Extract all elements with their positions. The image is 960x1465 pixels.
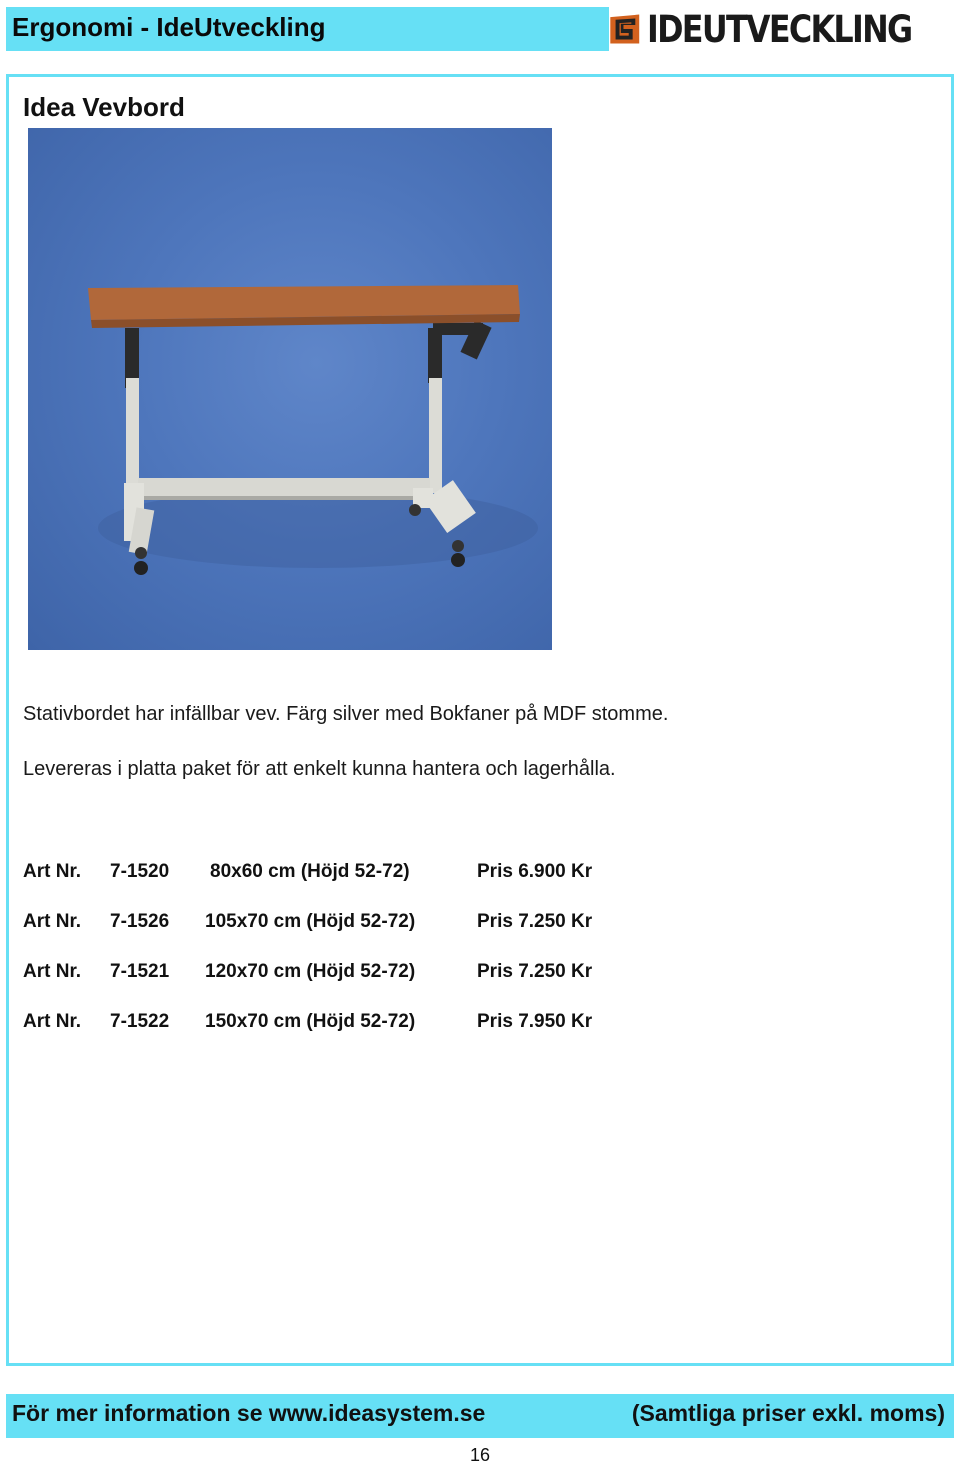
product-row	[23, 911, 643, 935]
art-nr-value: 7-1526	[110, 911, 170, 932]
size-value: 105x70 cm (Höjd 52-72)	[205, 911, 416, 932]
page-number: 16	[469, 1445, 491, 1465]
art-nr-label: Art Nr.	[23, 1011, 82, 1032]
price-value: Pris 6.900 Kr	[477, 861, 593, 882]
product-row	[23, 1011, 643, 1035]
product-photo	[28, 128, 552, 650]
page-title: Idea Vevbord	[23, 92, 185, 122]
description-line-2: Levereras i platta paket för att enkelt kunna hantera och lagerhålla.	[23, 758, 616, 780]
size-value: 150x70 cm (Höjd 52-72)	[205, 1011, 416, 1032]
art-nr-value: 7-1522	[110, 1011, 170, 1032]
price-value: Pris 7.250 Kr	[477, 961, 593, 982]
description-line-1: Stativbordet har infällbar vev. Färg silver med Bokfaner på MDF stomme.	[23, 703, 669, 725]
product-row	[23, 961, 643, 985]
product-row	[23, 861, 643, 885]
art-nr-value: 7-1520	[110, 861, 170, 882]
ideutveckling-logo-icon	[609, 5, 641, 53]
price-value: Pris 7.250 Kr	[477, 911, 593, 932]
logo-text: IDEUTVECKLING	[646, 7, 911, 51]
art-nr-label: Art Nr.	[23, 961, 82, 982]
size-value: 80x60 cm (Höjd 52-72)	[210, 861, 410, 882]
header-title: Ergonomi - IdeUtveckling	[12, 12, 326, 42]
company-logo	[609, 5, 954, 53]
size-value: 120x70 cm (Höjd 52-72)	[205, 961, 416, 982]
footer-info-link[interactable]: För mer information se www.ideasystem.se	[12, 1400, 486, 1426]
footer-price-note: (Samtliga priser exkl. moms)	[631, 1400, 945, 1426]
crank-table-illustration	[28, 128, 552, 650]
art-nr-value: 7-1521	[110, 961, 170, 982]
art-nr-label: Art Nr.	[23, 861, 82, 882]
price-value: Pris 7.950 Kr	[477, 1011, 593, 1032]
art-nr-label: Art Nr.	[23, 911, 82, 932]
